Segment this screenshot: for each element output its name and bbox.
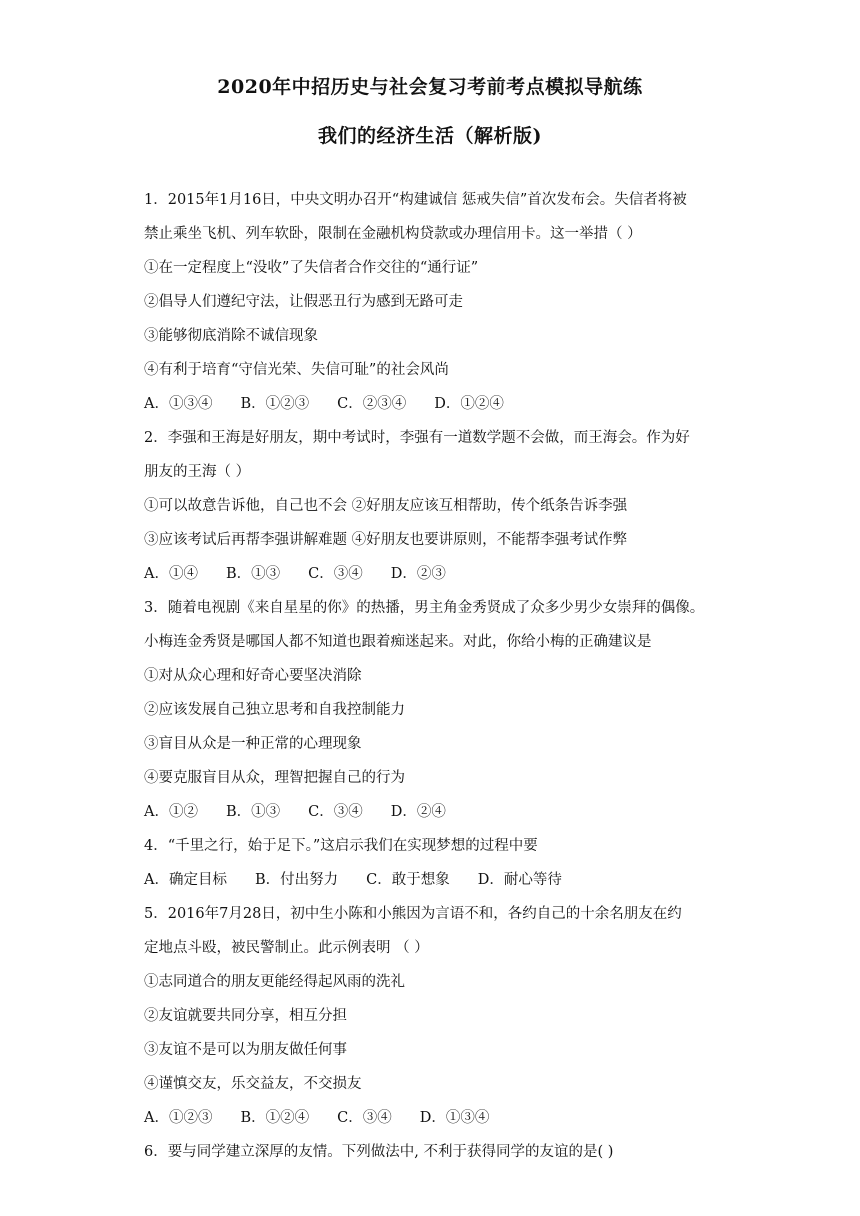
question-text-line: ②应该发展自己独立思考和自我控制能力: [144, 702, 405, 718]
answer-option: B．①②④: [240, 1110, 310, 1126]
question-text-line: ③应该考试后再帮李强讲解难题 ④好朋友也要讲原则，不能帮李强考试作弊: [144, 532, 628, 548]
answer-options: [144, 387, 724, 421]
question-text-line: 定地点斗殴，被民警制止。此示例表明 （ ）: [144, 940, 429, 956]
answer-option: C．③④: [337, 1110, 392, 1126]
answer-option: A．确定目标: [144, 872, 227, 888]
answer-option: D．①②④: [434, 396, 504, 412]
answer-option: D．耐心等待: [477, 872, 562, 888]
document-title: 2020年中招历史与社会复习考前考点模拟导航练: [217, 76, 643, 98]
answer-option: D．①③④: [419, 1110, 490, 1126]
question-text-line: ③能够彻底消除不诚信现象: [144, 328, 318, 344]
answer-option: A．①②③: [144, 1110, 213, 1126]
answer-options: [144, 1101, 724, 1135]
question-text-line: 6．要与同学建立深厚的友情。下列做法中, 不利于获得同学的友谊的是( ): [144, 1144, 614, 1160]
question-text-line: ④有利于培育“守信光荣、失信可耻”的社会风尚: [144, 362, 449, 378]
answer-option: B．①③: [225, 804, 281, 820]
question-text-line: ①在一定程度上“没收”了失信者合作交往的“通行证”: [144, 260, 479, 276]
question-text-line: ③友谊不是可以为朋友做任何事: [144, 1042, 347, 1058]
answer-option: C．敢于想象: [366, 872, 450, 888]
answer-option: C．③④: [308, 804, 363, 820]
question-list: [144, 183, 724, 1169]
answer-option: A．①④: [144, 566, 198, 582]
question-4: [144, 829, 724, 897]
question-text-line: ①志同道合的朋友更能经得起风雨的洗礼: [144, 974, 405, 990]
answer-option: B．①②③: [240, 396, 310, 412]
question-6: [144, 1135, 724, 1169]
question-2: [144, 421, 724, 591]
question-text-line: ③盲目从众是一种正常的心理现象: [144, 736, 362, 752]
document-subtitle: 我们的经济生活（解析版): [318, 125, 542, 147]
answer-options: [144, 795, 724, 829]
answer-option: A．①③④: [144, 396, 213, 412]
answer-option: D．②③: [390, 566, 446, 582]
question-text-line: 2．李强和王海是好朋友，期中考试时，李强有一道数学题不会做，而王海会。作为好: [144, 430, 690, 446]
answer-option: C．②③④: [337, 396, 407, 412]
question-text-line: 小梅连金秀贤是哪国人都不知道也跟着痴迷起来。对此，你给小梅的正确建议是: [144, 634, 652, 650]
answer-option: D．②④: [390, 804, 446, 820]
question-text-line: 禁止乘坐飞机、列车软卧，限制在金融机构贷款或办理信用卡。这一举措（ ）: [144, 226, 642, 242]
answer-option: C．③④: [308, 566, 363, 582]
question-text-line: ①对从众心理和好奇心要坚决消除: [144, 668, 362, 684]
question-text-line: 1．2015年1月16日，中央文明办召开“构建诚信 惩戒失信”首次发布会。失信者将被: [144, 192, 687, 208]
question-text-line: ①可以故意告诉他，自己也不会 ②好朋友应该互相帮助，传个纸条告诉李强: [144, 498, 628, 514]
question-3: [144, 591, 724, 829]
question-text-line: ④谨慎交友，乐交益友，不交损友: [144, 1076, 362, 1092]
question-text-line: 4．“千里之行，始于足下。”这启示我们在实现梦想的过程中要: [144, 838, 538, 854]
question-text-line: 5．2016年7月28日，初中生小陈和小熊因为言语不和，各约自己的十余名朋友在约: [144, 906, 682, 922]
question-5: [144, 897, 724, 1135]
question-text-line: ②倡导人们遵纪守法，让假恶丑行为感到无路可走: [144, 294, 463, 310]
question-text-line: 朋友的王海（ ）: [144, 464, 251, 480]
answer-options: [144, 557, 724, 591]
question-text-line: 3．随着电视剧《来自星星的你》的热播，男主角金秀贤成了众多少男少女崇拜的偶像。: [144, 600, 705, 616]
question-text-line: ②友谊就要共同分享，相互分担: [144, 1008, 347, 1024]
answer-option: A．①②: [144, 804, 198, 820]
question-1: [144, 183, 724, 421]
answer-options: [144, 863, 724, 897]
answer-option: B．付出努力: [254, 872, 339, 888]
answer-option: B．①③: [225, 566, 281, 582]
question-text-line: ④要克服盲目从众，理智把握自己的行为: [144, 770, 405, 786]
